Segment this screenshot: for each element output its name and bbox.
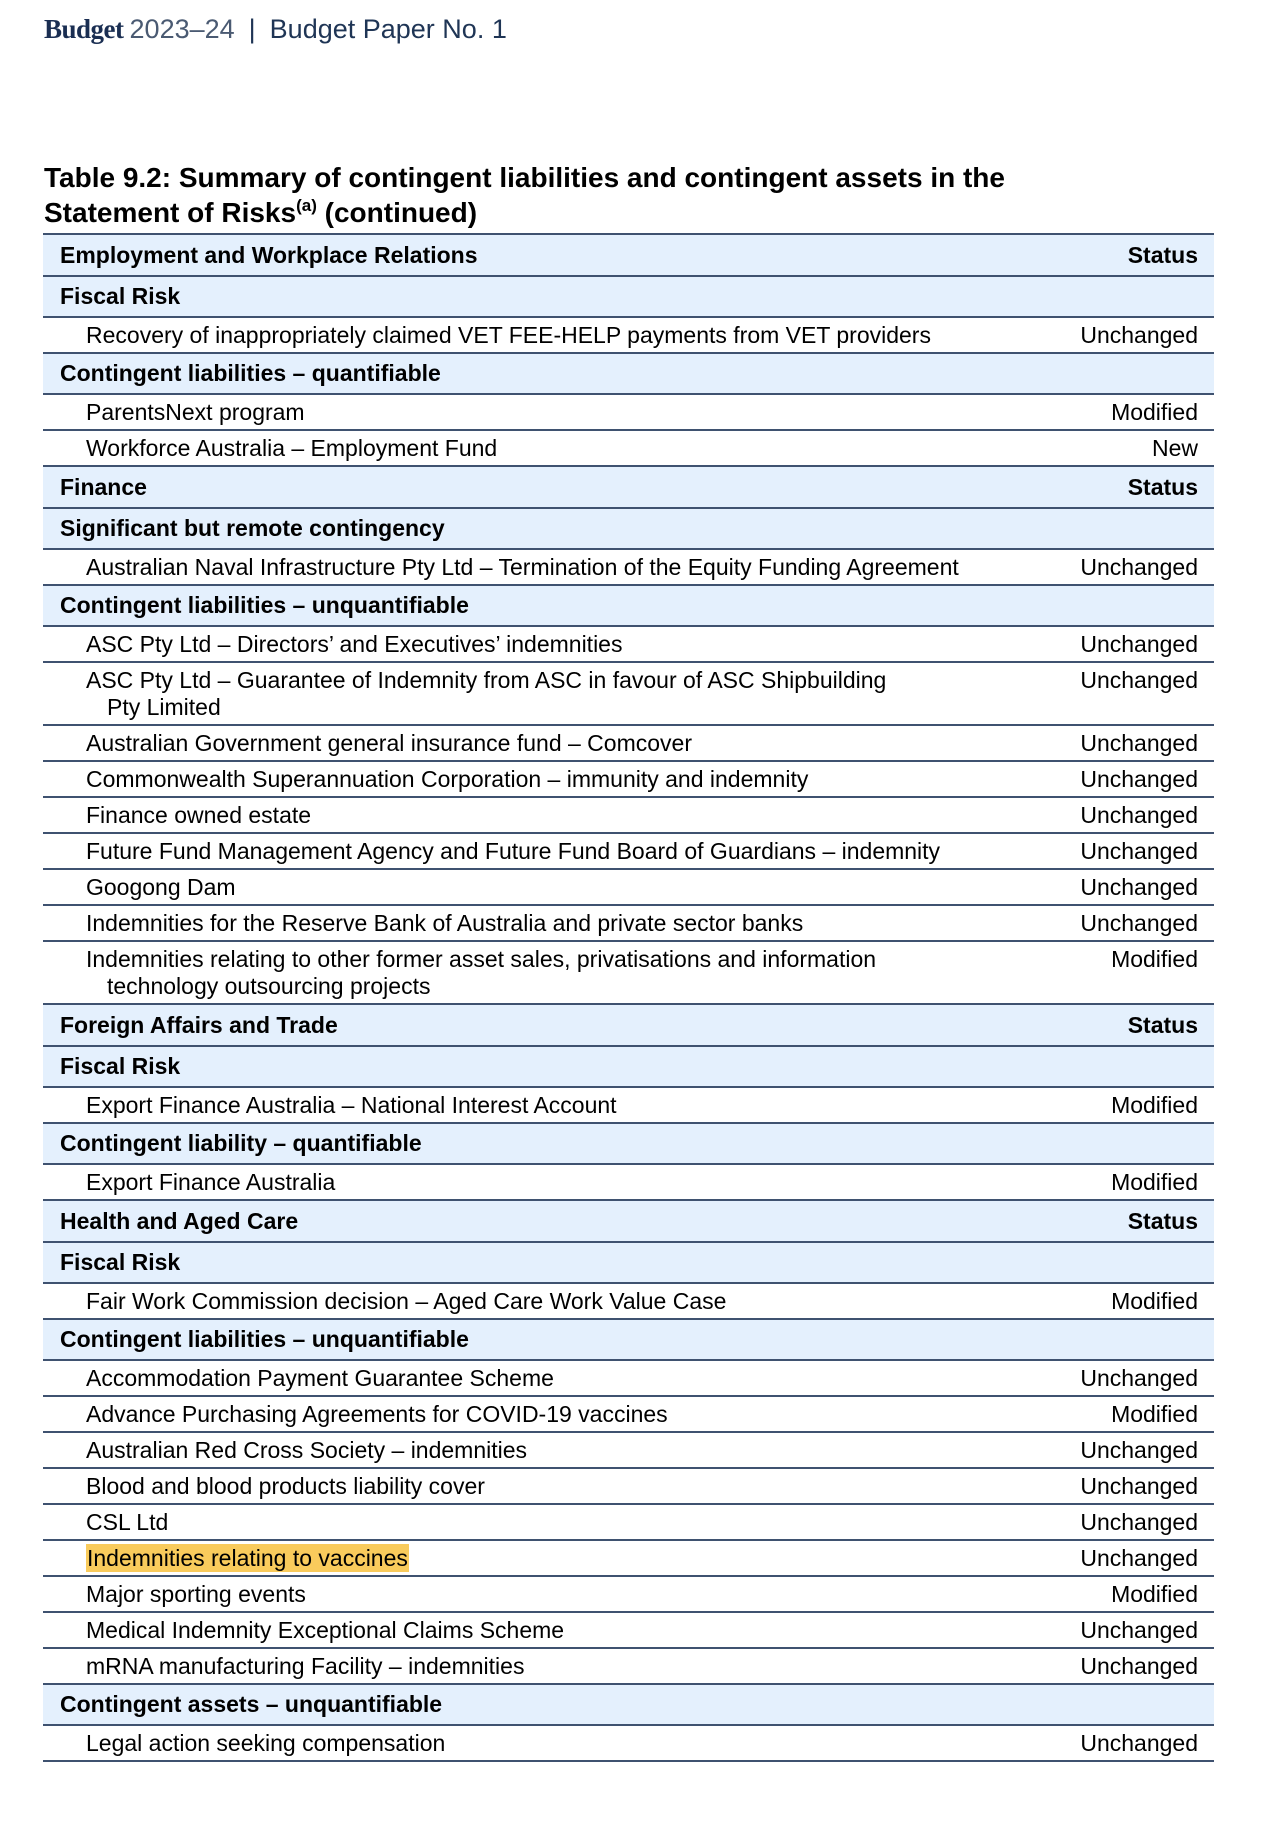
department-row: [43, 235, 1214, 277]
item-text: Blood and blood products liability cover: [86, 1473, 485, 1499]
table-row: [43, 431, 1214, 467]
budget-brand: Budget: [44, 14, 124, 44]
item-label: [43, 1653, 1014, 1680]
table-title: [44, 160, 1224, 230]
table-row: [43, 1649, 1214, 1685]
item-label: [43, 838, 1014, 865]
item-label: [43, 910, 1014, 937]
statement-of-risks-table: [43, 233, 1214, 1762]
status-value: Modified: [1111, 1288, 1198, 1314]
table-row: [43, 1088, 1214, 1124]
category-row: [43, 509, 1214, 550]
item-text-continued: Pty Limited: [107, 694, 221, 720]
table-row: [43, 1505, 1214, 1541]
table-row: [43, 726, 1214, 762]
table-title-continued: (continued): [316, 197, 478, 228]
header-separator: |: [248, 14, 256, 44]
status-column-header: Status: [1127, 241, 1198, 268]
department-name: Employment and Workplace Relations: [60, 241, 478, 268]
item-text: Australian Naval Infrastructure Pty Ltd – Termination of the Equity Funding Agreement: [86, 554, 959, 580]
table-row: [43, 834, 1214, 870]
department-row: [43, 1201, 1214, 1243]
category-row: [43, 354, 1214, 395]
item-text: Export Finance Australia – National Interest Account: [86, 1092, 617, 1118]
item-text: mRNA manufacturing Facility – indemnities: [86, 1653, 525, 1679]
item-text: Accommodation Payment Guarantee Scheme: [86, 1365, 554, 1391]
item-text: Commonwealth Superannuation Corporation – immunity and indemnity: [86, 766, 809, 792]
category-heading: Contingent liability – quantifiable: [60, 1130, 422, 1156]
footnote-marker: (a): [296, 196, 317, 215]
table-row: [43, 1577, 1214, 1613]
status-value: Unchanged: [1080, 1545, 1198, 1571]
item-label: [43, 946, 1014, 1000]
table-row: [43, 870, 1214, 906]
item-text: Legal action seeking compensation: [86, 1730, 446, 1756]
item-text-continued: technology outsourcing projects: [107, 973, 431, 999]
item-text: Medical Indemnity Exceptional Claims Scheme: [86, 1617, 565, 1643]
item-label: [43, 730, 1014, 757]
item-label: [43, 399, 1014, 426]
item-text: Recovery of inappropriately claimed VET FEE-HELP payments from VET providers: [86, 322, 931, 348]
department-row: [43, 467, 1214, 509]
table-row: [43, 1361, 1214, 1397]
status-value: Unchanged: [1080, 322, 1198, 348]
status-value: Modified: [1111, 946, 1198, 972]
category-row: [43, 1243, 1214, 1284]
item-label: [43, 1437, 1014, 1464]
table-row: [43, 395, 1214, 431]
item-label: [43, 1401, 1014, 1428]
item-text: Major sporting events: [86, 1581, 306, 1607]
table-row: [43, 1284, 1214, 1320]
table-row: [43, 762, 1214, 798]
table-row: [43, 1613, 1214, 1649]
status-value: Unchanged: [1080, 1730, 1198, 1756]
item-text: Indemnities relating to other former asset sales, privatisations and information: [86, 946, 877, 972]
highlighted-item-text: Indemnities relating to vaccines: [87, 1545, 408, 1571]
status-value: New: [1151, 435, 1198, 461]
category-row: [43, 1320, 1214, 1361]
table-row: [43, 627, 1214, 663]
table-row: [43, 550, 1214, 586]
item-label: [43, 874, 1014, 901]
category-row: [43, 1685, 1214, 1726]
table-row: [43, 942, 1214, 1005]
status-value: Unchanged: [1080, 910, 1198, 936]
item-label: [43, 435, 1014, 462]
status-value: Modified: [1111, 1169, 1198, 1195]
item-text: Workforce Australia – Employment Fund: [86, 435, 498, 461]
item-label: [43, 1288, 1014, 1315]
status-value: Unchanged: [1080, 1437, 1198, 1463]
table-row: [43, 1469, 1214, 1505]
item-text: Finance owned estate: [86, 802, 312, 828]
status-value: Unchanged: [1080, 874, 1198, 900]
table-row: [43, 318, 1214, 354]
item-text: Advance Purchasing Agreements for COVID-19 vaccines: [86, 1401, 668, 1427]
category-row: [43, 277, 1214, 318]
department-name: Finance: [60, 473, 147, 500]
item-text: ASC Pty Ltd – Guarantee of Indemnity from ASC in favour of ASC Shipbuilding: [86, 667, 887, 693]
item-label: [43, 1730, 1014, 1757]
category-heading: Fiscal Risk: [60, 1249, 181, 1275]
table-title-line1: Table 9.2: Summary of contingent liabilities and contingent assets in the: [44, 162, 1005, 193]
status-column-header: Status: [1127, 1011, 1198, 1038]
status-column-header: Status: [1127, 1207, 1198, 1234]
item-label: [43, 1617, 1014, 1644]
table-row: [43, 906, 1214, 942]
table-row: [43, 798, 1214, 834]
table-row: [43, 1433, 1214, 1469]
table-row: [43, 1165, 1214, 1201]
status-value: Modified: [1111, 1401, 1198, 1427]
status-value: Unchanged: [1080, 1473, 1198, 1499]
department-name: Foreign Affairs and Trade: [60, 1011, 338, 1038]
item-text: CSL Ltd: [86, 1509, 169, 1535]
item-label: [43, 554, 1014, 581]
status-value: Modified: [1111, 1092, 1198, 1118]
table-row: [43, 1397, 1214, 1433]
item-label: [43, 1581, 1014, 1608]
item-label: [43, 631, 1014, 658]
table-row: [43, 1541, 1214, 1577]
department-name: Health and Aged Care: [60, 1207, 299, 1234]
paper-title: Budget Paper No. 1: [269, 14, 507, 44]
status-value: Unchanged: [1080, 766, 1198, 792]
status-value: Unchanged: [1080, 1653, 1198, 1679]
status-value: Unchanged: [1080, 1509, 1198, 1535]
item-text: Australian Government general insurance fund – Comcover: [86, 730, 692, 756]
table-row: [43, 1726, 1214, 1762]
category-heading: Fiscal Risk: [60, 283, 181, 309]
status-value: Unchanged: [1080, 838, 1198, 864]
item-text: Export Finance Australia: [86, 1169, 336, 1195]
budget-year: 2023–24: [129, 14, 235, 44]
item-text: Indemnities for the Reserve Bank of Australia and private sector banks: [86, 910, 804, 936]
item-text: Australian Red Cross Society – indemnities: [86, 1437, 528, 1463]
category-row: [43, 1124, 1214, 1165]
item-text: ASC Pty Ltd – Directors’ and Executives’ indemnities: [86, 631, 623, 657]
table-title-line2: Statement of Risks: [44, 197, 297, 228]
item-label: [43, 1545, 1014, 1572]
item-text: Googong Dam: [86, 874, 236, 900]
status-column-header: Status: [1127, 473, 1198, 500]
status-value: Unchanged: [1080, 554, 1198, 580]
category-heading: Contingent liabilities – quantifiable: [60, 360, 441, 386]
category-row: [43, 586, 1214, 627]
item-label: [43, 766, 1014, 793]
item-label: [43, 1509, 1014, 1536]
status-value: Unchanged: [1080, 631, 1198, 657]
category-row: [43, 1047, 1214, 1088]
table-row: [43, 663, 1214, 726]
category-heading: Contingent liabilities – unquantifiable: [60, 592, 469, 618]
status-value: Modified: [1111, 399, 1198, 425]
status-value: Unchanged: [1080, 1617, 1198, 1643]
item-label: [43, 322, 1014, 349]
item-label: [43, 1092, 1014, 1119]
running-head: [44, 14, 507, 45]
item-text: Future Fund Management Agency and Future Fund Board of Guardians – indemnity: [86, 838, 941, 864]
category-heading: Contingent assets – unquantifiable: [60, 1691, 443, 1717]
item-label: [43, 667, 1014, 721]
item-label: [43, 802, 1014, 829]
status-value: Modified: [1111, 1581, 1198, 1607]
department-row: [43, 1005, 1214, 1047]
status-value: Unchanged: [1080, 802, 1198, 828]
status-value: Unchanged: [1080, 667, 1198, 693]
status-value: Unchanged: [1080, 1365, 1198, 1391]
item-label: [43, 1365, 1014, 1392]
item-label: [43, 1169, 1014, 1196]
status-value: Unchanged: [1080, 730, 1198, 756]
category-heading: Contingent liabilities – unquantifiable: [60, 1326, 469, 1352]
item-label: [43, 1473, 1014, 1500]
category-heading: Fiscal Risk: [60, 1053, 181, 1079]
item-text: ParentsNext program: [86, 399, 305, 425]
category-heading: Significant but remote contingency: [60, 515, 445, 541]
item-text: Fair Work Commission decision – Aged Care Work Value Case: [86, 1288, 727, 1314]
